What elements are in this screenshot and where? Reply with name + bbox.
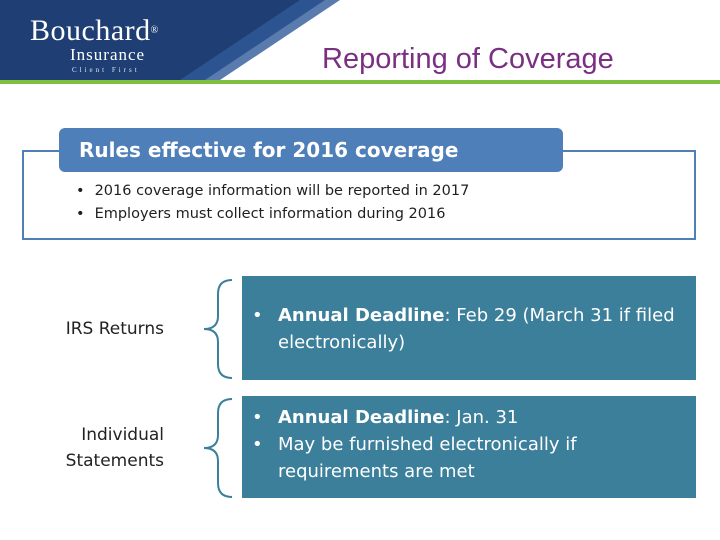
list-item: • Employers must collect information during 2016 [76, 203, 469, 226]
individual-statements-panel [242, 396, 696, 498]
list-item: • 2016 coverage information will be reported in 2017 [76, 180, 469, 203]
list-item: • May be furnished electronically if requirements are met [252, 431, 686, 485]
company-logo: Bouchard® Insurance Client First [30, 14, 159, 74]
page-title: Reporting of Coverage [322, 43, 614, 75]
rules-heading: Rules effective for 2016 coverage [59, 128, 563, 172]
left-brace-icon [198, 397, 238, 499]
header-banner [0, 0, 720, 90]
list-item: • Annual Deadline: Jan. 31 [252, 404, 686, 431]
irs-returns-label: IRS Returns [65, 319, 164, 339]
individual-statements-label: Individual Statements [65, 425, 164, 471]
left-brace-icon [198, 278, 238, 380]
list-item: • Annual Deadline: Feb 29 (March 31 if filed electronically) [252, 302, 686, 356]
irs-returns-panel [242, 276, 696, 380]
rules-list [76, 180, 469, 226]
